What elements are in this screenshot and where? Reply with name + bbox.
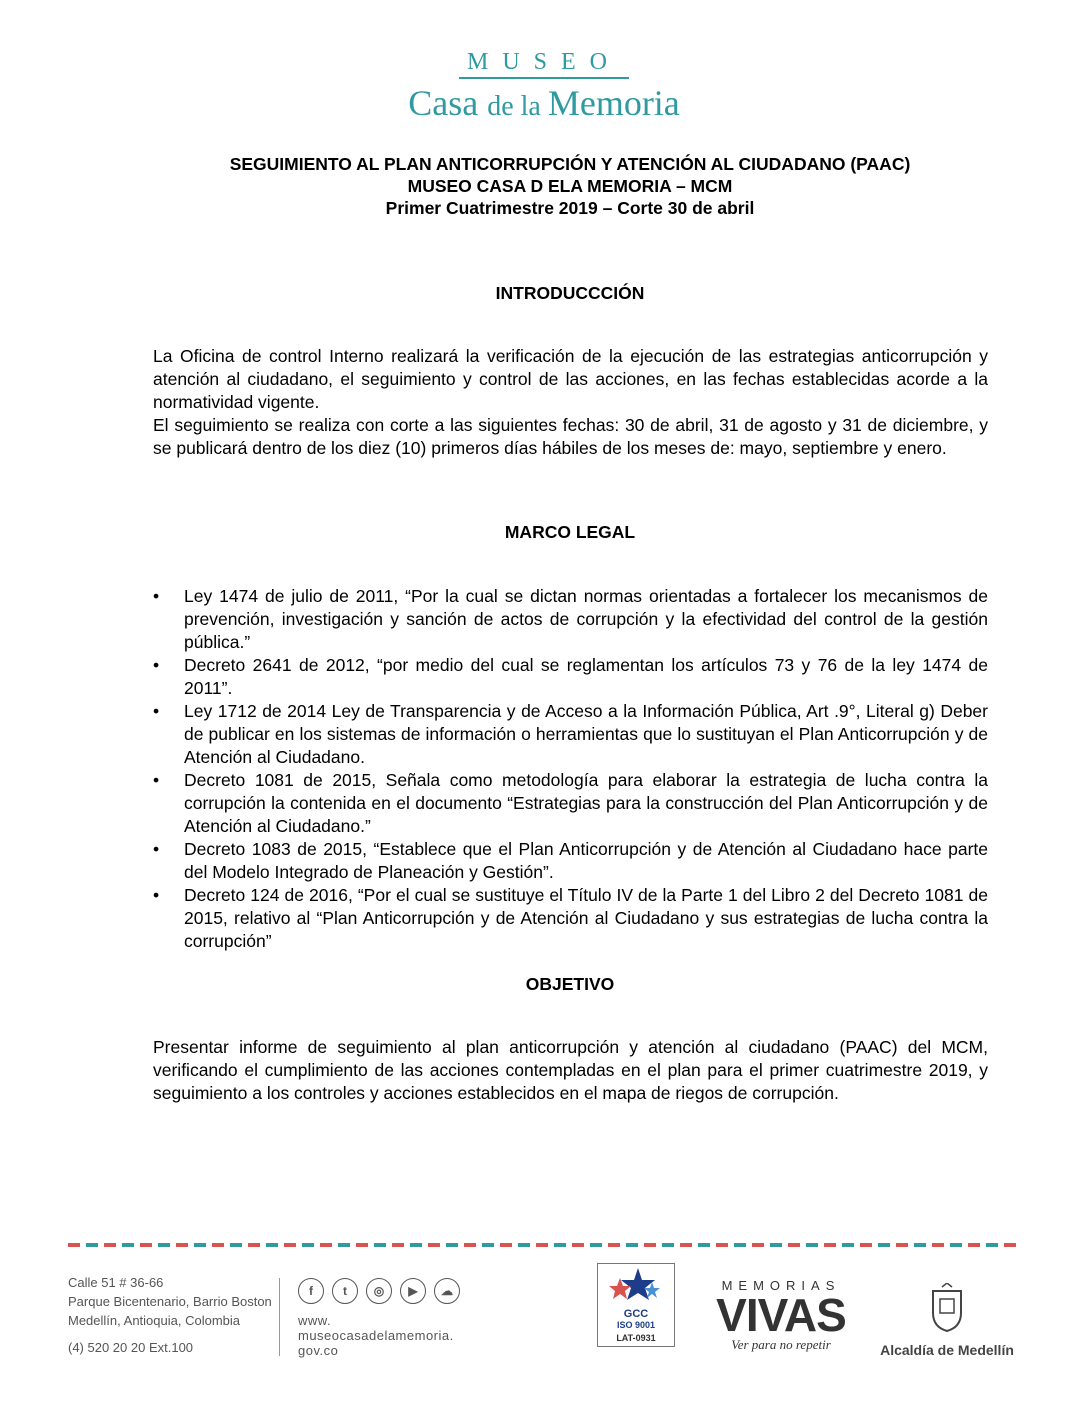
coat-of-arms-icon bbox=[927, 1283, 967, 1333]
stars-icon bbox=[598, 1264, 674, 1308]
alcaldia-logo bbox=[874, 1283, 1020, 1358]
list-item bbox=[153, 884, 988, 953]
soundcloud-icon[interactable]: ☁ bbox=[434, 1278, 460, 1304]
intro-paragraph-2: El seguimiento se realiza con corte a las siguientes fechas: 30 de abril, 31 de agosto y 31 de diciembre, y se publicará dentro de los diez (10) primeros días hábiles de los meses de: mayo, septiembre y enero. bbox=[153, 415, 988, 458]
list-item bbox=[153, 585, 988, 654]
list-item-text: Decreto 1081 de 2015, Señala como metodología para elaborar la estrategia de lucha contra la corrupción la contenida en el documento “Estrategias para la construcción del Plan Anticorrupción y de Atención al Ciudadano.” bbox=[184, 770, 988, 836]
bullet: • bbox=[153, 586, 160, 606]
logo-word-de-la: de la bbox=[487, 91, 548, 122]
logo-word-memoria: Memoria bbox=[547, 83, 680, 123]
header-line-3: Primer Cuatrimestre 2019 – Corte 30 de abril bbox=[385, 198, 755, 218]
facebook-icon[interactable]: f bbox=[298, 1278, 324, 1304]
header-line-2: MUSEO CASA D ELA MEMORIA – MCM bbox=[407, 176, 733, 196]
iso-label: ISO 9001 bbox=[616, 1320, 656, 1330]
bullet: • bbox=[153, 839, 160, 859]
website-link[interactable] bbox=[298, 1313, 454, 1358]
list-item bbox=[153, 838, 988, 884]
gcc-label: GCC bbox=[623, 1308, 649, 1320]
instagram-icon[interactable]: ◎ bbox=[366, 1278, 392, 1304]
bullet: • bbox=[153, 701, 160, 721]
logo-divider bbox=[459, 77, 629, 79]
iso-certification-badge bbox=[597, 1263, 675, 1347]
vivas-label: VIVAS bbox=[716, 1289, 846, 1341]
address-line-1: Calle 51 # 36-66 bbox=[68, 1275, 164, 1290]
website-line-2: museocasadelamemoria. bbox=[298, 1328, 454, 1343]
memorias-vivas-logo bbox=[705, 1278, 857, 1353]
intro-paragraph-1: La Oficina de control Interno realizará la verificación de la ejecución de las estrategias anticorrupción y atención al ciudadano, el seguimiento y control de las acciones, en las fechas establecidas acorde a la normatividad vigente. bbox=[153, 346, 988, 412]
social-icons bbox=[298, 1278, 460, 1304]
list-item-text: Ley 1712 de 2014 Ley de Transparencia y de Acceso a la Información Pública, Art .9°, Literal g) Deber de publicar en los sistemas de información o herramientas que lo sustituyan el Plan Anticorrupción y de Atención al Ciudadano. bbox=[184, 701, 988, 767]
footer-address bbox=[68, 1273, 272, 1357]
logo-word-casa: Casa bbox=[408, 83, 488, 123]
address-line-3: Medellín, Antioquia, Colombia bbox=[68, 1313, 240, 1328]
website-line-3: gov.co bbox=[298, 1343, 339, 1358]
logo-top-text: MUSEO bbox=[466, 49, 621, 75]
address-line-2: Parque Bicentenario, Barrio Boston bbox=[68, 1294, 272, 1309]
header-line-1: SEGUIMIENTO AL PLAN ANTICORRUPCIÓN Y ATENCIÓN AL CIUDADANO (PAAC) bbox=[229, 154, 911, 174]
lat-label: LAT-0931 bbox=[616, 1333, 656, 1343]
list-item bbox=[153, 769, 988, 838]
intro-body bbox=[153, 345, 988, 460]
list-item-text: Decreto 1083 de 2015, “Establece que el Plan Anticorrupción y de Atención al Ciudadano hace parte del Modelo Integrado de Planeación y Gestión”. bbox=[184, 839, 988, 882]
bullet: • bbox=[153, 770, 160, 790]
list-item-text: Decreto 2641 de 2012, “por medio del cual se reglamentan los artículos 73 y 76 de la ley 1474 de 2011”. bbox=[184, 655, 988, 698]
legal-title: MARCO LEGAL bbox=[504, 522, 636, 542]
memorias-label: MEMORIAS bbox=[721, 1278, 841, 1293]
bullet: • bbox=[153, 655, 160, 675]
alcaldia-label: Alcaldía de Medellín bbox=[880, 1342, 1014, 1358]
bullet: • bbox=[153, 885, 160, 905]
objetivo-body bbox=[153, 1036, 988, 1105]
list-item-text: Decreto 124 de 2016, “Por el cual se sustituye el Título IV de la Parte 1 del Libro 2 del Decreto 1081 de 2015, relativo al “Plan Anticorrupción y de Atención al Ciudadano y sus estrategias de lucha contra la corrupción” bbox=[184, 885, 988, 951]
museum-logo bbox=[0, 48, 1088, 129]
intro-title: INTRODUCCCIÓN bbox=[495, 283, 645, 303]
phone-number: (4) 520 20 20 Ext.100 bbox=[68, 1340, 194, 1355]
website-line-1: www. bbox=[298, 1313, 332, 1328]
list-item bbox=[153, 700, 988, 769]
list-item bbox=[153, 654, 988, 700]
youtube-icon[interactable]: ▶ bbox=[400, 1278, 426, 1304]
memorias-slogan: Ver para no repetir bbox=[731, 1337, 831, 1352]
list-item-text: Ley 1474 de julio de 2011, “Por la cual se dictan normas orientadas a fortalecer los mecanismos de prevención, investigación y sanción de actos de corrupción y la efectividad del control de la gestión pública.” bbox=[184, 586, 988, 652]
footer-separator bbox=[279, 1278, 280, 1356]
logo-main-text bbox=[0, 81, 1088, 129]
document-header bbox=[150, 153, 990, 219]
legal-list bbox=[153, 585, 988, 953]
footer-dashed-border bbox=[68, 1243, 1020, 1247]
objetivo-title: OBJETIVO bbox=[525, 974, 615, 994]
objetivo-paragraph: Presentar informe de seguimiento al plan anticorrupción y atención al ciudadano (PAAC) del MCM, verificando el cumplimiento de las acciones contempladas en el plan para el primer cuatrimestre 2019, y seguimiento a los controles y acciones establecidos en el mapa de riegos de corrupción. bbox=[153, 1037, 988, 1103]
twitter-icon[interactable]: t bbox=[332, 1278, 358, 1304]
